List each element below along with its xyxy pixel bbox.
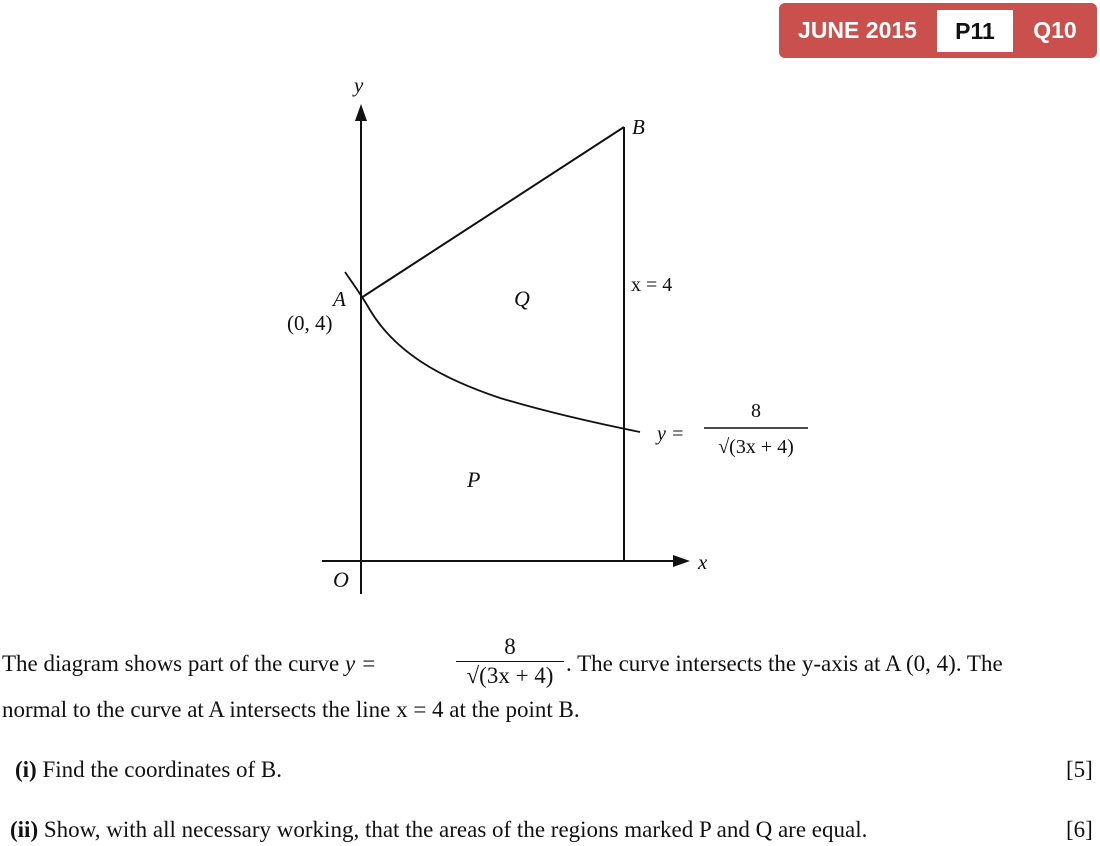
part-ii-marks: [6] xyxy=(1066,817,1093,842)
question-stem-line1a xyxy=(2,651,376,677)
part-i xyxy=(15,757,282,783)
part-ii-label: (ii) xyxy=(10,817,39,842)
x-axis-label: x xyxy=(698,550,708,574)
part-i-text: Find the coordinates of B. xyxy=(42,757,283,782)
stem-fraction xyxy=(456,634,564,689)
point-b-label: B xyxy=(632,115,645,139)
badge-paper: P11 xyxy=(937,10,1013,52)
badge-date: JUNE 2015 xyxy=(798,17,917,43)
stem-frac-num: 8 xyxy=(504,634,516,659)
stem-y-eq: y = xyxy=(344,651,377,676)
stem-line2: normal to the curve at A intersects the line x = 4 at the point B. xyxy=(2,697,580,722)
y-axis-label: y xyxy=(354,73,364,97)
curve-eq-den: √(3x + 4) xyxy=(718,436,794,458)
stem-frac-bar xyxy=(456,661,564,662)
origin-label: O xyxy=(333,567,349,592)
x-axis-arrow xyxy=(673,555,690,567)
point-a-coords: (0, 4) xyxy=(287,311,333,335)
y-axis-arrow xyxy=(355,104,367,121)
part-ii-text: Show, with all necessary working, that the areas of the regions marked P and Q are equal. xyxy=(43,817,868,842)
curve-eq-lhs: y = xyxy=(657,423,685,445)
part-i-marks: [5] xyxy=(1066,757,1093,782)
stem-part2: . The curve intersects the y-axis at A (0, 4). The xyxy=(566,651,1003,676)
part-i-label: (i) xyxy=(15,757,37,782)
badge-question: Q10 xyxy=(1033,17,1077,43)
normal-line-ab xyxy=(361,127,624,298)
line-x4-label: x = 4 xyxy=(631,274,673,296)
stem-part1: The diagram shows part of the curve xyxy=(2,651,340,676)
region-p-label: P xyxy=(467,467,481,492)
curve-eq-num: 8 xyxy=(751,400,761,422)
region-q-label: Q xyxy=(514,286,530,311)
stem-frac-den: √(3x + 4) xyxy=(466,663,554,688)
part-ii xyxy=(10,817,867,843)
point-a-label: A xyxy=(333,287,346,311)
curve xyxy=(345,272,640,432)
